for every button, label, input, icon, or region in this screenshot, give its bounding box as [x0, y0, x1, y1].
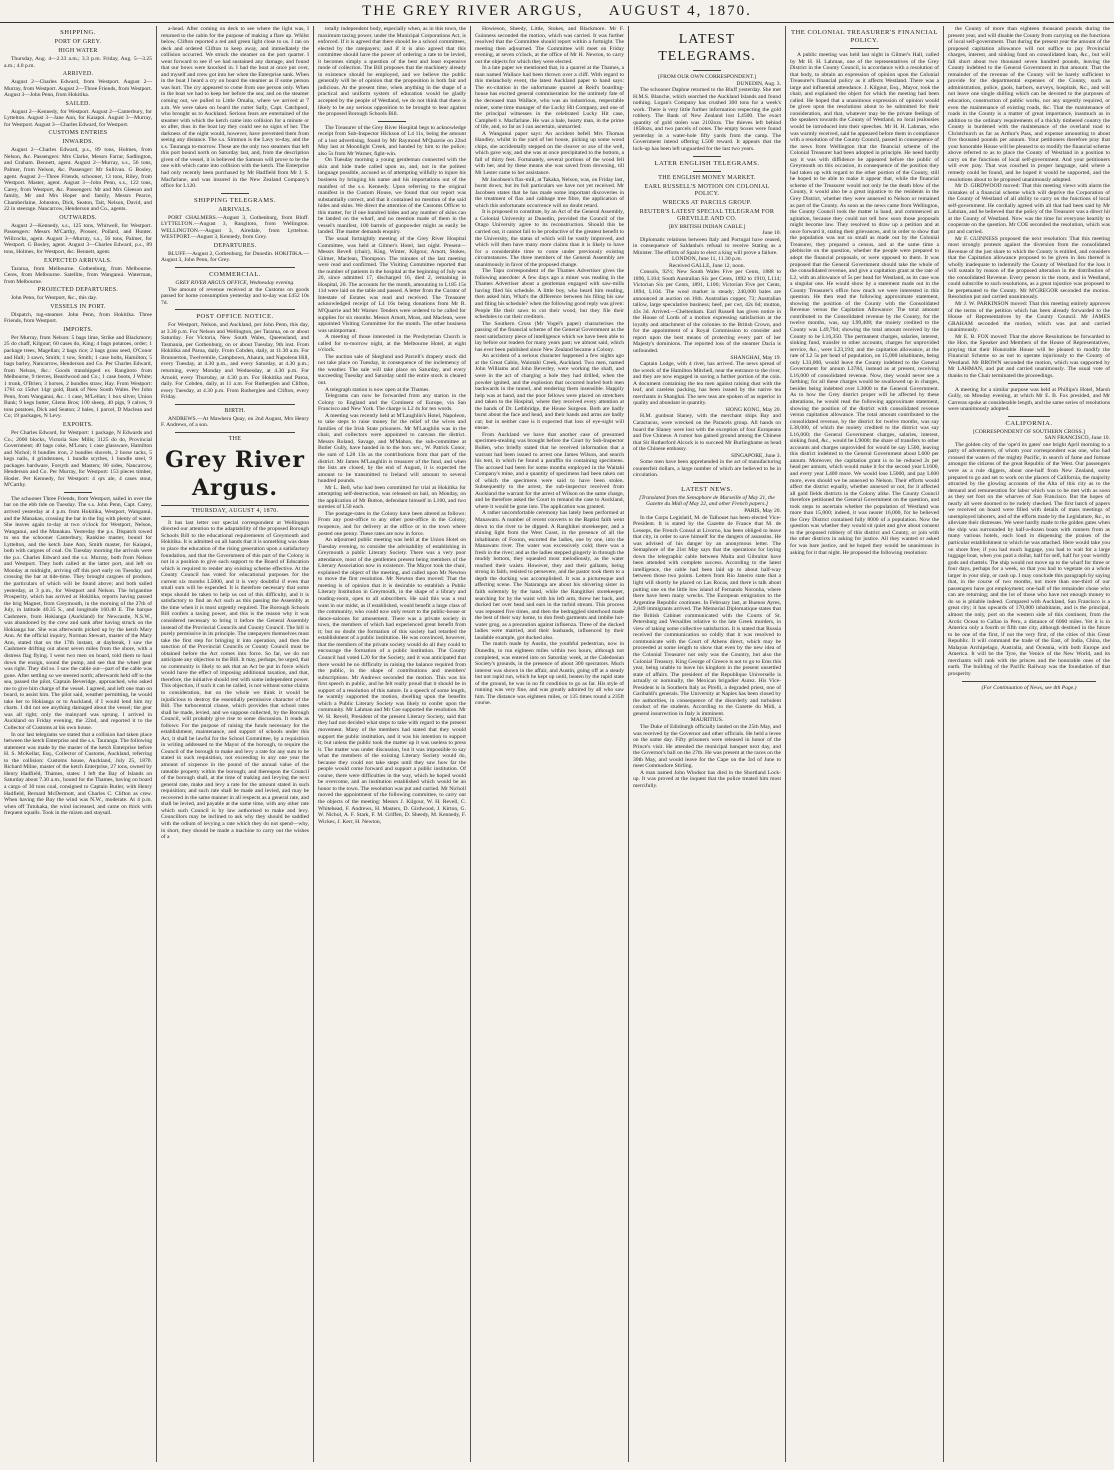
birth-heading: BIRTH.: [224, 407, 246, 414]
paris-dateline: PARIS, May 20.: [744, 507, 781, 514]
column-rule: [628, 26, 629, 1462]
column-2: [161, 26, 309, 1462]
masthead-right: AUGUST 4, 1870.: [608, 3, 752, 19]
column-rule: [470, 26, 471, 1462]
hospital-meeting: The usual fortnightly meeting of the Grey River Hospital Committee, was held at Gilmer's Hotel, last night. Present—Messrs Revell (chair), King, Winter, Kilgour, Arnott, Stokes, Gilmer, Maclean, Thompson. The minutes of the last meeting were read and confirmed. The Visiting Committee reported that the number of patients in the hospital at the beginning of July was 20, since admitted 17, discharged 16, died 2, remaining in Hospital, 20. The accounts for the month, amounting to L185 15s 11d were laid on the table and passed. A letter from the Curator of Intestate of Estates was read and received. The Treasurer acknowledged receipt of L4 16s being donations from Mr R. M'Quarrie and Mr Warner. Tenders were ordered to be called for supplies for six months. Messrs Arnott, Moss, and Maclean, were appointed Visiting Committee for the month. The other business was unimportant.: [318, 235, 466, 334]
arrived-text: August 2—Charles Edward, from Westport. August 2—Murray, from Westport. August 2—Three Friends, from Westport. August 3—John Penn, from Hokitika.: [4, 79, 152, 99]
column-rule: [785, 26, 786, 1462]
cable-label: [BY BRITISH INDIAN CABLE.]: [668, 223, 746, 230]
column-rule: [313, 26, 314, 1462]
translated-note: [Translated from the Semaphore de Marseille of May 21, the Gazette du Midi of May 22, and other French papers.]: [639, 494, 775, 508]
financial-policy-heading: THE COLONIAL TREASURER'S FINANCIAL POLICY.: [791, 29, 938, 44]
later-english-heading: LATER ENGLISH TELEGRAMS.: [654, 159, 760, 167]
high-water-text: Thursday, Aug. 4—2.33 a.m.; 3.3 p.m. Friday, Aug. 5—3.25 a.m.; 4.0 p.m.: [4, 56, 152, 69]
the-label: THE: [228, 435, 242, 442]
california-source: [CORRESPONDENT OF SOUTHERN CROSS.]: [973, 428, 1085, 435]
exports-text: Per Charles Edward, for Westport: 1 package, N Edwards and Co.; 2000 blocks, Victoria Saw Mills; 3125 do do, Provincial Government; 40 bags coke, M'Lean; 1 case glassware, Hamilton and Nichol; 8 bundles iron, 2 bundles shovels, 2 horse tacks, 5 kegs nails, 4 grindstones, 1 bundle scythes, 1 bundle steel, 9 packages hardware, Forsyth and Masters; 80 sides, Nancarrow, Henderson and Co. Per Murray, for Westport: 153 pieces timber, Hosler. Per Kennedy, for Westport: 4 qrs ale, 4 cases stout, M'Carthy.: [4, 429, 152, 489]
california-report: The golden city of the 'ope'd its gates' one bright April morning to a party of adventurers, of whom your correspondent was one, who had crossed the waters of the mighty Pacific, in search of fame and fortune amongst the citizens of the great Republic of the West. Our passengers were as a rule diggers, about one-half from New Zealand, some prepared to go and set to work on the placers of California, the majority attracted by the glowing accounts of the Alta of this city as to the demand and remuneration for labor which was to be met with as soon as they set foot on the wharves of San Francisco. But the hopes of nearly all were doomed to be rudely checked. The first batch of papers we received on board were filled with details of mass meetings of unemployed laborers, and of the efforts made by the Legislature, &c., to alleviate their distresses. We were hardly made to the golden gates when the ship was surrounded by half-a-dozen boats with runners from as many various hotels, each loud in dispensing the praises of the particular establishment to which he was attached. Here would take you on shore free; if you had much luggage, you had to wait for a large luggage boat, when you paid a dollar, half for self, half for your worldly gods and chattels. The ship would not move up to the wharf for three or four days, perhaps for a week, so that you had to vegetate on a whole larger in your ship, or cash up. I may conclude this paragraph by saying that, in the course of two months, not more than one-third of our passengers have got employment; one-half of the remainder chose who can are returning; and the lot of those who have not enough money to do so is pitiable indeed. Compared with Auckland, San Francisco is a great city; it has upwards of 170,000 inhabitants, and is the principal, almost the only, port on the western side of this continent, from the Arctic Ocean to Callao in Peru, a distance of 6000 miles. Yet it is in America only a fourth or fifth rate city, although destined in the future to be one of the first, if not the very first, of the cities of this Great Republic. It will command the trade of the East, of India, China, the Malayan Archipelago, Australia, and Oceania, with both Europe and America. It will be the Tyre, the Venice of the New World, and its merchants will rank with the princes and the honorable ones of the earth. The building of the Pacific Railway was the foundation of that prosperity: [948, 441, 1110, 677]
column-3: [318, 26, 466, 1462]
shanghai-report: Captain Lodge, with 4 river, has arrived. The news spread of the wreck of the Hamilton Mitchell, near the entrance to the river, and they are now engaged in saving a further portion of the coin. A document containing the tea men against raising dust with the leaf, and careless packing, has been issued by the native tea merchants in Shanghai. The new teas are spoken of as superior in quality and abundant in quantity.: [633, 361, 781, 407]
guinness-motion: Mr F. GUINNESS proposed the next resolution: That this meeting most strongly protests against the diversion from the consolidated Revenue of the just share to which the County is entitled, and considers that the Capitation allowance proposed to be given in lieu thereof is wholly inadequate to indemnify the County of Westland for the loss it will sustain by reason of the proposed alteration in the distribution of the consolidated Revenue. Every person in the room, and in Westland, could subscribe to such resolutions, as a great injustice was proposed to be perpetuated to the County. Mr M'GREGOR seconded the motion. Resolution put and carried unanimously.: [948, 235, 1110, 301]
column-6: [790, 26, 939, 1462]
girdwood-motion: Mr D. GIRDWOOD moved: That this meeting views with alarm the mistakes of a financial scheme which will deprive the Corporation of the County of Westland of all ability to carry on the functions of local self-government. He cordially agreed with all that had been said by Mr Lahman, and he believed that the policy of the Treasurer was a direct hit at the County of Westland. Now was the time for everyone heartily to cooperate on the question. Mr COE seconded the resolution, which was put and carried.: [948, 183, 1110, 235]
paper-title: Grey River Argus.: [165, 446, 305, 501]
telegram-rates: Telegrams can now be forwarded from any station in the Colony to England and the Continent of Europe, via San Francisco and New York. The charge is L2 4s for ten words.: [318, 393, 466, 413]
masthead-left: THE GREY RIVER ARGUS,: [362, 3, 584, 19]
tapu-anecdote: The Tapu correspondent of the Thames Advertiser gives the following anecdote: A few days ago a miner was reading in the Thames Advertiser about a gentleman engaged with saw-mills having filed his schedule. A little boy, who heard him reading, then asked him, What's the difference between his filing his saw and filing his schedule? when the following good reply was given: People file their saws to cut their wood, but they file their schedules to cut their creditors.: [475, 268, 624, 321]
mauritius-dateline: MAURITIUS.: [690, 717, 724, 724]
imports-text: Per Murray, from Nelson: 5 bags lime, Strike and Blackmore; 25 do chaff, Kilgour; 60 cases do, King; 4 bags potatoes, order; 1 package trees, Magellan; 2 bags rice; 2 bags grass seed, O'Conor and Hall; 3 sawn, Smith; 1 tow, Smith; 1 case bolts, Hamilton; 5 bags barley, Nancarrow, Henderson and Co. Per Charles Edward, from Nelson, &c.: Goods transhipped ex Rangitoto from Melbourne, 9 tierces, Beardwood and Co.; 1 case boots, J White; 1 trunk, O'Brien; 3 horses, 2 bundles straw, Hay. From Westport: 1761 oz 15dwt 14gr gold, Bank of New South Wales. Per John Penn, from Wanganui, &c.: 1 case, M'Lellan; 1 box silver, Union Bank; 9 kegs butter, Glenn Bros; 100 sheep, 40 pigs, 9 calves, 9 tons potatoes, Dick and Seaton; 2 bales, 1 parcel, D Maclean and Co; 19 packages, N Levy.: [4, 334, 152, 420]
reuters-heading: REUTER'S LATEST SPECIAL TELEGRAM FOR GREVILLE AND CO.: [639, 208, 775, 222]
singapore-dateline: SINGAPORE, June 3.: [730, 452, 781, 459]
hongkong-dateline: HONG KONG, May 20.: [725, 406, 781, 413]
column-rule: [156, 26, 157, 1462]
departures-heading: DEPARTURES.: [213, 242, 257, 249]
money-market-heading: THE ENGLISH MONEY MARKET.: [658, 174, 756, 181]
galle-dateline: Received GALLE, June 12, noon.: [669, 262, 745, 269]
outwards-heading: OUTWARDS.: [59, 214, 97, 221]
shanghai-dateline: SHANGHAI, May 19.: [730, 354, 781, 361]
port-heading: PORT OF GREY.: [54, 39, 102, 45]
sailed-heading: SAILED.: [65, 100, 91, 107]
post-office-heading: POST OFFICE NOTICE.: [196, 313, 274, 321]
bell-bail: Mr L. Bell, who had been committed for trial at Hokitika for attempting self-destruction, was released on bail, on Monday, on the application of Mr Button, defendant himself in L100, and two sureties of L50 each.: [318, 484, 466, 511]
telegraph-notice: A telegraph station is now open at the Thames.: [325, 386, 430, 393]
fox-motion: Mr E. B. FOX moved: That the above Resolutions be forwarded to the Hon. the Speaker and Members of the House of Representatives, praying that their Honorable House will be pleased to modify the Financial Scheme so as not to operate injuriously to the County of Westland. Mr BROWN seconded the motion, which was supported by Mr LAHMAN, and put and carried unanimously. The usual vote of thanks to the Chair terminated the proceedings.: [948, 333, 1110, 379]
hides-notice: On Tuesday morning a young gentleman connected with the skin and hide trade called upon us, and, not in the politest language possible, accused us of attempting wilfully to injure his business by bringing his name and his importations out of the manifest of the s.s. Kennedy. Upon referring to the original manifest in the Custom House, we found that our report was substantially correct, and that it contained no mention of the said hides and skins. We direct the attention of the Customs Officer to this matter, for if one hundred hides and any number of skins can be landed on the wharf, and no mention made of them in the vessel's manifest, 100 barrels of gunpowder might as easily be landed. The matter demands enquiry.: [318, 157, 466, 236]
column-1: [4, 26, 152, 1462]
earl-russell-heading: EARL RUSSELL'S MOTION ON COLONIAL POLICY.: [644, 183, 770, 197]
column-rule: [943, 26, 944, 1462]
financial-meeting-report: A public meeting was held last night in Gilmer's Hall, called by Mr H. H. Lahman, one of the representatives of the Grey District in the County Council, in accordance with a resolution of that body, to obtain an expression of opinion upon the Colonial Treasurer's financial policy as it affects Westland. There was a large and influential attendance. J. Kilgour, Esq., Mayor, took the chair, and explained the object for which the meeting had been called. He hoped that a unanimous expression of opinion would be given upon the resolutions about to be submitted for their consideration, and that, whatever may be the private feelings of the speakers towards the County of Westland, no local jealousies would be introduced into their speeches. Mr H. H. Lahman, who was warmly received, said he appeared before them in compliance with a resolution of the County Council, passed in consequence of the news from Wellington that the financial scheme of the Colonial Treasurer had been adopted in principle. He need hardly say it was with diffidence he appeared before the public of Greymouth on this occasion, in consequence of the position they had taken up with regard to the other portion of the County, still he hoped to be able to make it appear that, while the financial scheme of the Treasurer would not only be the death blow of the County, it would also be a great injustice to the residents in the Grey District, whether they were annexed to Nelson or remained as part of the County. As soon as the news came from Wellington, the County Council took the matter in hand, and commenced an agitation, because they could not tell how soon those proposals might become law. They resolved to draw up a petition and at once forward it, stating their grievances, and in order to show that the population was not so small as made out by the Colonial Treasurer, they prepared a census, and at the same time a plebiscite on the question, whether the people were prepared to adopt the financial proposals, or were opposed to them. It was proposed that the General Government should take the whole of the consolidated revenue, and give a capitation grant at the rate of L2, with an allowance of 5s per head for Westland, as its case was a singular one. He would show by a statement made out in the County Treasurer's office how much we were interested in this question. He then read the following approximate statement, showing the position of the County with the Consolidated Revenue versus the Capitation Allowance: The total amount contributed to the Consolidated revenue by the County, for the twelve months, was, say L99,408; the moiety credited to the County was L49,704; showing the total amount received by the County to be L16,350. The permanent charges, salaries, interest, sinking fund, transfer to other accounts, charges for unprovided service, &c., were L23,194; and the capitation allowance, at the rate of L2 5s per head of population, on 15,000 inhabitants, being only L33,000, would leave the County indebted to the General Government for annum L3784, instead as at present, receiving L16,000 of consolidated revenue. Now, they would never see a farthing; for all these charges would be swallowed up in charges, besides being indebted over L3000 to the General Government. As to how the Grey district proper will be affected by these alterations, he would read the following approximate statement, showing the position of the district with consolidated revenue versus capitation allowance. The total amount contributed to the consolidated revenue, by the district for twelve months, was say L38,000, of which the moiety credited to the district was say L16,000; the General Government charges, salaries, interest, sinking fund, &c., would be L9000; the share of transfers to other accounts and charges unprovided for would be say L500, leaving this district indebted to the General Government about L600 per annum. Moreover, the capitation grant is to be reduced 2s per head per annum, which would make it for the second year L1600, and every year L400 more. We would lose L5000, and pay L600 more, even should we be annexed to Nelson. Their efforts would affect the district equally, whether annexed or not, for it affected all gold fields districts in the Colony alike. The County Council therefore petitioned the General Government on the question, and took steps to ascertain whether the population of Westland was more than 15,000; indeed, it was nearer 16,000, for he believed the Grey District contained fully 8000 of a population. Now the question was whether they would sit quiet and give about consent to the proposed robbery of this district and County, or join with the other districts in asking for justice. All they wanted or asked for was bare justice, and he hoped they would be unanimous in asking for it that night. He proposed the following resolution:: [790, 52, 939, 556]
collision-report: In our last telegrams we stated that a collision had taken place between the ketch Enterprise and the s.s. Tauranga. The following statement was made by the master of the ketch Enterprise before H. S. McKellar, Esq., Collector of Customs, Auckland, referring to the collision: Customs house, Auckland, July 25, 1870. Richard Milne, master of the ketch Enterprise, 27 tons, owned by Henry Hadfield, Thames, states: I left the Bay of Islands on Saturday about 7.30 a.m., bound for the Thames, having on board a cargo of 30 tons coal, consigned to Captain Butler, with Henry Hadfield, Bernard McDermott, and Charles C. Clifton as crew. When having the Bay the wind was N.W., moderate. At 4 p.m. when off Tutukaka, the wind increased, and came on thick with frequent squalls. Took in the mizen and staysail.: [4, 731, 152, 817]
post-office-text: For Westport, Nelson, and Auckland, per John Penn, this day, at 3.30 p.m. For Nelson and Wellington, per Tararua, on or about Saturday. For Victoria, New South Wales, Queensland, and Tasmania, per Gothenburg, on or about Tuesday, 9th inst. From Hokitika and Paroa, daily. From Cobden, daily, at 11.30 a.m. For Brunnerton, Twelvemile, Campbown, Ahaura, and Napoleon Hill, every Tuesday, at 4.30 p.m., and every Saturday, at 4.30 p.m.; returning, every Monday and Wednesday, at 4.30 p.m. For Arnold, every Thursday, at 4.30 p.m. For Hokitika and Paroa, daily. For Cobden, daily, at 11 a.m. For Rutherglen and Clifton, every Tuesday, at 4.30 p.m. From Rutherglen and Clifton, every Friday.: [161, 322, 309, 401]
customs-heading: CUSTOMS ENTRIES: [48, 130, 108, 137]
birth-text: ANDREWS.—At Mawhera Quay, on 2nd August, Mrs Henry F. Andrews, of a son.: [161, 415, 309, 429]
diplomatic-report: Diplomatic relations between Italy and Portugal have ceased, in consequence of Saldanha's refusal to receive Stating as a Minister. The efforts of Spain to elect a king will prove a failure.: [633, 236, 781, 256]
outwards-text: August 2—Kennedy, s.s., 125 tons, Whitwell, for Westport. Passengers: Messrs M'Carthy, Prosser, Pollard, and Hunter. Willcocks, agent. August 3—Murray, s.s., 56 tons, Palmer, for Westport. G Bosley, agent. August 3—Charles Edward, p.s., 89 tons, Holmes, for Westport, &c. Bennett, agent.: [4, 222, 152, 256]
expected-text: Tararua, from Melbourne. Gothenburg, from Melbourne. Ceres, from Melbourne. Satellite, from Wanganui. Waterman, from Melbourne.: [4, 265, 152, 285]
editorial-continued: totally independent body, especially when, as in this town, the maximum taxing power, under the Municipal Corporations Act, is enforced. If it is agreed that there should be a school committees, elected by the ratepayers; and if it is also agreed that this committee should have the power of ordering a rate to be levied, it becomes simply a question of the best and least expensive mode of collection. The Bill proposes that the machinery already in existence should be employed, and we believe the public generally will be of opinion that the proposition is both fair and judicious. At the present time, when anything in the shape of a practical and uniform system of education would be gladly accepted by the people of Westland, we do not think that there is likely to be any serious opposition to be brought to bear against the proposed Borough Schools Bill.: [318, 26, 466, 118]
masthead: [0, 0, 1114, 23]
commercial-heading: COMMERCIAL.: [209, 270, 261, 278]
baptism-ceremony: A rather uncomfortable ceremony has lately been performed at Manawatu. A number of recent converts to the Baptist faith went down to the river to be dipped. A Ranghikei storekeeper, and a shining light from the West Coast, in the presence of all the inhabitants of Foxton, escorted the ladies, one by one, into the Manawatu river. The water was excessively cold; there was a fresh in the river; and as the ladies stepped gingerly in through the muddy bottom, they squealed most melodiously, as the water reached their waists. However, they and their gallants, being strong in faith, resisted to persevere, and the pastor took them to a depth the ducking was accomplished. It was a picturesque and affecting scene. The Nataranga are about his shivering sister in faith solemnly by the hand, while the Rangitikei storekeeper, searching for by the waist with his left arm, threw her back, and ducked her over head and ears in the turbid stream. This process was repeated five times, and then the bedraggled sisterhood made the best of their way home, to don fresh garments and imbibe hot-water grog, as a precaution against influenza. Three of the ducked ladies were married, and their husbands, influenced by their laudable example, got ducked also.: [475, 510, 624, 641]
vessels-heading: VESSELS IN PORT.: [50, 303, 106, 310]
column-4: [475, 26, 624, 1462]
auction-notice: The auction sale of Skeglund and Parcell's drapery stock did not take place on Tuesday, in consequence of the inclemency of the weather. The sale will take place on Saturday, and every succeeding Tuesday and Saturday until the entire stock is cleared out.: [318, 353, 466, 386]
parkinson-motion: Mr J. W. PARKINSON moved: That this meeting entirely approves of the terms of the petition which has been already forwarded to the House of Representatives by the County Council. Mr JAMES GRAHAM seconded the motion, which was put and carried unanimously.: [948, 300, 1110, 334]
june10-dateline: June 10.: [762, 230, 781, 237]
arrivals-heading: ARRIVALS.: [218, 206, 252, 213]
collision-continued: a-head. After coming on deck to see where the light was, I returned to the cabin for the purpose of making a flare up. Whilst below, Clifton reported a red and green light close to us. I ran on deck and ordered Clifton to keep away, and immediately the collision occurred. We struck the steamer on the port quarter. I went forward to see if we had sustained any damage, and found that our bows were knocked in. I had the boat at once put over, and myself and crew got into her when the Enterprise sank. When in the boat I heard a cry on board the steamer as if some person was hurt. The cry appeared to come from one person only. When in the boat we had to keep her before the sea; and on the steamer coming out, we pulled to Little Omaha, where we arrived at 7 a.m. We were taken on board the cutter Sally, Capt. Catchpool, who brought us to Auckland. Serious fears are entertained of the steamer with which the ketch came into collision for a minute or so after, thus in the boat lay they could see no signs of her. The darkness of the night would, however, have prevented them from seeing any distance. The s.s. Simmon is the Lavy to-day, and the s.s. Tauranga to-morrow. These are the only two steamers that left this port bound north on Saturday last, and, from the description given of the vessel, it is believed the Samson will prove to be the one with which came into collision with the ketch. The Enterprise had only recently been purchased by Mr Hadfield from Mr J. S. Macfarlane, and was insured in the New Zealand Company's office for L120.: [161, 26, 309, 190]
projected-text: John Penn, for Westport, &c., this day.: [11, 295, 98, 302]
hongkong-report: H.M. gunboat Slaney, with the merchant ships Bay and Caractacus, were wrecked on the Paracels group. All hands on board the Slaney were lost with the exception of four Europeans and five Chinese. A rumor has gained ground among the Chinese that Sir Rutherford Alcock is to succeed Mr Burlinghame as head of the Chinese embassy.: [633, 413, 781, 453]
commercial-subheading: GREY RIVER ARGUS OFFICE, Wednesday evening.: [175, 279, 295, 286]
hospital-notice: The Treasurer of the Grey River Hospital begs to acknowledge receipt from Sub-Inspector Hickson of L4 11s, being the amount of a lost advertising, found by Mr Raymond M'Quarrie on 22nd May last at Moonlight Creek, and handed by him to the police; also 5s from Mr Warner, fight-win.: [318, 124, 466, 157]
southern-cross: The Southern Cross (Mr Vogel's paper) characterises the passing of the financial scheme of the General Government as the most satisfactory piece of intelligence which we have been able to lay before our readers for many years past; we almost said, which has ever been published since New Zealand became a Colony.: [475, 320, 624, 353]
departures-text: BLUFF.—August 2, Gothenburg, for Dunedin. HOKITIKA.—August 3, John Penn, for Grey.: [161, 250, 309, 264]
postage-rates: The postage-rates in the Colony have been altered as follows: From any post-office to any other post-office in the Colony, twopence, and for delivery at the office or in the town where posted one penny. These rates are now in force.: [318, 510, 466, 537]
expected-heading: EXPECTED ARRIVALS.: [44, 257, 112, 264]
arrived-heading: ARRIVED.: [62, 71, 94, 78]
shipping-telegrams-heading: SHIPPING TELEGRAMS.: [194, 196, 276, 204]
california-heading: CALIFORNIA.: [1005, 419, 1053, 427]
singapore-report: Some men have been apprehended in the act of manufacturing counterfeit dollars, a large number of which are believed to be in circulation.: [633, 459, 781, 479]
editorial-text: It has last letter our special correspondent at Wellington directed our attention to the adaptability of the proposed Borough Schools Bill to the educational requirements of Greymouth and Hokitika. It is admitted on all hands that it is something was done to place the education of the rising generation upon a satisfactory foundation, and that the Government of this part of the Colony is not in a position to give such support to the Board of Education which is required to render any existing scheme effective. At the County Council has voted for educational purposes for the current six months L5000, and it is very doubtful if even that small sum will be expended. It is therefore necessary that some steps should be taken to help us out of this difficulty, and it is satisfactory to find an Act such as this passing the Assembly at the time when it is most urgently required. The Borough Schools Bill confers a taxing power, and this is the reason why it was considered necessary to bring it before the General Assembly instead of the Provincial Councils and County Council. The bill is purely permissive in its principle. The ratepayers themselves must take the first step for bringing it into operation, and then the sanction of the Provincial Councils or County Council must be obtained before the Act comes into force. So far, we do not anticipate any objection to the Bill. It may, perhaps, be urged, that no community is likely to ask that an Act be put in force which would have the effect of imposing additional taxation, and that, therefore, the initiative should rest with some independent power. This objection, if such it can be called, is not without some claims to consideration, but on the whole we think it would be injudicious to destroy the essentially permissive character of the Bill. The turbocentral clause, which provides that school rates shall be made, levied, and we suppose collected, by the Borough Council, will probably give rise to some discussion. It reads as follows: For the purpose of raising the funds necessary for the establishment, maintenance, and support of schools under this Act, it shall be lawful for the School Committee, by a requisition in writing addressed to the Mayor of the borough, to require the Council of the borough to make and levy a rate for any sum to be stated in such requisition, not exceeding in any one year the amount of sixpence in the pound of the annual value of the rateable property within the borough; and thereupon the Council of the borough shall, at the time of making and levying the next general rate, make and levy a rate for the amount stated in such requisition; and such rate shall be made and levied, and may be recovered in the same manner in all respects as a general rate, and shall be levied, and payable at the same time, with any other rate which such Council is by law authorised to make and levy. Councillors may be inclined to ask why they should be saddled with the odium of levying a rate which they do not spend—why, in short, they should be made a machine to carry out the wishes of a: [161, 519, 309, 841]
mine-accident: An accident of a serious character happened a few nights ago at the Great Cabin, Waiotahi Creek, Auckland. Two men, named John Williams and John Beverley, were working the shaft, and were in the act of charging a hole they had drilled, when the powder ignited, and the explosion that occurred hurled both men backwards in the tunnel, and rendering them insensible. Happily help was at hand, and the poor fellows were placed on stretchers and taken to the Hospital, where they received every attention at the hands of Dr. Lethbridge, the House Surgeon. Both are badly burnt about the face and head, and their hands and arms are badly cut; but in neither case is it expected that loss of eye-sight will ensue.: [475, 353, 624, 432]
commercial-text: The amount of revenue received at the Customs on goods passed for home consumption yesterday and to-day was £452 10s 7d.: [161, 286, 309, 306]
exports-heading: EXPORTS.: [62, 421, 94, 428]
dunedin-dateline: DUNEDIN, Aug. 3.: [736, 80, 781, 87]
shipping-news: The schooner Three Friends, from Westport, sailed in over the bar on the ebb tide on Tuesday. The s.s. John Penn, Capt. Carey, arrived yesterday at 4 p.m. from Hokitika, Westport, Wanganui, and the Manakau, crossing the bar in the fog with plenty of water. She leaves again to-day at two o'clock for Westport, Nelson, Wanganui, and the Manakau. Yesterday the p.s. Dispatch towed to sea the schooner Canterbury, Rankine master, bound for Lyttelton, and the ketch Jane Ann, Smith master, for Kaiapoi, both with cargoes of coal. On Tuesday morning the arrivals were the p.s. Charles Edward and the s.s. Murray, both from Nelson and Westport. They both called at the latter port, and left on Monday at midnight, arriving off this port early on Tuesday, and crossing the bar at tide-time. They brought cargoes of produce, the particulars of which will be found above; and both sailed yesterday, at 3 p.m., for Westport and Nelson. The brigantine Prosperity, which has arrived at Hokitika, reports having passed the brig Magnet, from Greymouth, in the morning of the 27th of July, in latitude 40.35 S., and longitude 160.40 E. The barque Cashmere, from Hokianga (Auckland) for Newcastle, N.S.W., was abandoned by the crew and sank after having struck on the Hokianga bar. She was afterwards picked up by the ketch Mary Ann. At the official inquiry, Norman Stewart, master of the Mary Ann, stated that on the 17th instant, at daybreak, I saw the Cashmere drifting out about seven miles from the shore, with a distress flag flying. I went two men on board, told them to haul down the ensign, sound the pump, and see that the wheel gear was right. They did so. I saw the cable out—part of the cable was gone. After settling so we steered north; afterwards held off to the sea, passed the pilot, Captain Beveridge, approached, who asked me to give him charge of the vessel. I agreed, and left one man on board, to assist him. The pilot said, weather permitting, he would take her to Hokianga or to Auckland, if I would lend him my charts. I did not see anything damaged about the vessel; the gear was all right; only the mainyard was sprung. I arrived in Auckland on Friday evening, the 22nd, and reported it to the Collector of Customs at his own house.: [4, 495, 152, 732]
arrivals-text: PORT CHALMERS.—August 3, Gothenburg, from Bluff. LYTTELTON.—August 3, Rangitoto, from Wellington. WELLINGTON.—August 3, Airedale, from Lyttelton. WESTPORT.—August 3, Kennedy, from Grey.: [161, 214, 309, 241]
literary-continued: Howieson, Sheedy, Little, Stokes, and Blackmore. Mr F. Guinness seconded the motion, which was carried. It was further resolved that the Committee should report within a fortnight. The meeting then adjourned. The Committee will meet on Friday evening, at seven o'clock, at the office of Mr H. Newton, to carry out the objects for which they were elected.: [475, 26, 624, 65]
windsor-report: A man named John Windsor has died in the Shortland Lock-up. It was proved at the inquest that the police treated him most mercifully.: [633, 769, 781, 789]
petition-text: the County of more than eighteen thousand pounds during the present year, and will disable the County from carrying on the functions of local self-government. That during the present year the amount of the proposed capitation allowance will not suffice to pay Provincial charges, interest, and sinking fund on consolidated loan, &c., but will fall short about two thousand seven hundred pounds, leaving the County indebted to the General Government in that amount. That the remainder of the revenue of the County will be barely sufficient to provide for the departmental expenses of the County, such as administration, police, gaols, harbors, surveys, hospitals, &c., and will not leave one single shilling which can be devoted to the purposes of education, construction of public works, nor any urgently required, or even the maintenance of existing roads, &c. That the maintenance of roads in the County is a matter of great importance, inasmuch as in addition to the ordinary requirements of a thickly timbered country the County is burdened with the maintenance of the overland road to Christchurch as far as Arthur's Pass, and expense amounting to about five thousand pounds per annum. Your petitioners therefore pray that your honorable House will be pleased to so modify the financial scheme above referred to as to place the County of Westland in a position to carry on the functions of local self-government. And your petitioners will ever pray. That was couched in proper language, said where a remedy could be found, and he hoped it would be supported, and the resolutions about to be proposed unanimously adopted.: [948, 26, 1110, 183]
literary-meeting: An adjourned public meeting was held at the Union Hotel on Tuesday evening, to consider the advisability of establishing in Greymouth a public Literary Society. There was a very poor attendance, most of the gentlemen present being members of the Literary Association now in existence. The Mayor took the chair, explained the object of the meeting, and called upon Mr Newton to move the first resolution. Mr Newton then moved: That the meeting is of opinion that it is desirable to establish a Public Literary Institution in Greymouth, in the shape of a library and reading-room, open to all subscribers. He said this was a real want in our midst, as if established, would benefit a large class of the community, who could now only resort to the public-house or dance-saloons for amusement. There was a private society in town, the members of which had experienced great benefit from it; but no doubt the formation of this society had retarded the establishment of a public institution. He was convinced, however, that the members of the private society would do all they could to encourage the formation of a public institution. The County Council had voted L20 for the Society, and it was anticipated that there would be no difficulty in raising the balance required from the public, in the shape of contributions and members' subscriptions. Mr Andrews seconded the motion. This was his first speech in public, and he felt really proud that it should be in support of a resolution of this nature. In a speech of some length, he warmly supported the motion, dwelling upon the benefits which a Public Literary Society was likely to confer upon the community. Mr Lahman and Mr Coe supported the resolution. Mr W. H. Revell, President of the present Literary Society, said that they had not decided what steps to take with regard to the present movement. Many of the members had stated that they would support the public institution, and it was his intention to support it; but unless the public took the matter up it was useless to press it. The matter was under discussion, but it was impossible to say what the members of the existing Literary Society would do, because they could not take steps until they saw how far the people would come forward and support a public institution. Of course, there were difficulties in the way, which he hoped would be overcome, and an institution established which would be an honor to the town. The resolution was put and carried. Mr Nicholl moved the appointment of the following committee, to carry out the objects of the meeting: Messrs J. Kilgour, W. H. Revell, C. Whitehead, F. Andrews, H. Masters, D. Girdwood, J. Kirton, G. W. Nichol, A. F. Stark, F. M. Griffen, D. Sheedy, M. Kennedy, F. Wickes, J. Kerr, H. Newton,: [318, 537, 466, 825]
latest-news-heading: LATEST NEWS.: [681, 485, 733, 493]
date-line: THURSDAY, AUGUST 4, 1870.: [191, 507, 279, 514]
irish-relief: A meeting was recently held at M'Laughlin's Hotel, Napoleon, to take steps to raise money for the relief of the wives and families of the Irish State prisoners. Mr M'Laughlin was in the chair, and collectors were appointed to canvass the district. Messrs Roland, Savage, and M'Mahon, the sub-committee at Butler Gully, have handed in to the hon. sec., W. Patrick Conor, the sum of L28 13s as the contributions from that part of the district. Mr James M'Laughlin is treasurer of the fund, and when the lists are closed, by the end of August, it is expected the amount to be transmitted to Ireland will amount to several hundred pounds.: [318, 412, 466, 485]
wrecks-heading: WRECKS AT PARCILS GROUP.: [662, 199, 752, 206]
shipping-heading: SHIPPING.: [60, 29, 96, 36]
presbyterian-notice: A meeting of those interested in the Presbyterian Church is called for to-morrow night, at the Melbourne Hotel, at eight o'clock.: [318, 334, 466, 354]
market-report: Consols, 92½; New South Wales Five per Cents, 1888 to 1896, L104; South Australian Six per Cents, 1892 to 1910, L114; Victorian Six per Cents, 1891, L106; Victorian Five per Cents, 1894, L104. The wool market is steady; 240,000 bales are announced at auction on 16th. Australian copper, 73; Australian tallow, large speculative business; beef, per cwt, 42s 6d; mutton, 43s 3d. Arrived.—Cheltenham. Earl Russell has given notice in the House of Lords of a motion expressing satisfaction at the loyalty and attachment of the colonies to the British Crown, and for the appointment of a Royal Commission to consider and report upon the best means of protecting every part of her Majesty's dominions. The reported loss of the steamer Dacia is unfounded.: [633, 269, 781, 354]
pedestrian-match: The match made by Austin, the youthful pedestrian, now in Dunedin, to run eighteen miles within two hours, although not completed, was entered into on Saturday week, at the Caledonian Society's grounds, in the presence of about 300 spectators. Much interest was shown in the affair, and Austin, going off at a steady but not rapid run, which he kept up until, beaten by the rapid state of the ground, he was in no fit condition to go as far. His style of running was very fine, and was greatly admired by all who saw him. The distance was eighteen miles, or 135 times round a 235ft course.: [475, 641, 624, 707]
dunedin-report: The schooner Daphne returned to the Bluff yesterday. She met H.M.S. Blanche, which searched the Auckland Islands and found nothing. Logan's Company has crushed 300 tons for a week's work. There is very little further information respecting the gold robbery. The Bank of New Zealand lost L4500. The exact quantity of gold stolen was 2102ozs. The thieves left behind 1858ozs, and two parcels of notes. The empty boxes were found yesterday in a water-hole fifty yards from the camp. The Government intend offering L500 reward. It appears that the lock-up has been left unguarded for the last two years.: [633, 87, 781, 153]
paris-report: In the Corps Legislatif, M. de Talhouet has been elected Vice-President. It is stated by the Gazette de France that M. de Lesseps, the French Consul at Livorno, has been obliged to leave that city, in order to save himself for the dangers of assassins. He was advised of his danger by an anonymous letter. The Semaphore of the 21st May says that the operations for laying down the telegraphic cable between Malta and Gibraltar have been attended with complete success. According to the latest intelligence, the cable had been laid up to about half-way between those two points. Letters from Rio Janeiro state that a light will shortly be placed on Las Rocas, and there is talk about putting one on the little low island of Fernando Noronha, where there have been many wrecks. The European emigration to the Argentine Republic continues. In February last, at Buenos Ayres, 2,849 immigrants arrived. The Memorial Diplomatique states that the British Cabinet communicated with the Courts of St. Petersburg and Versailles relative to the late Greek murders, in view of taking some collective satisfaction. It is stated that Russia received the communication so coldly that it was resolved to communicate with the Court of Athens direct, which may be proceeded at some length to show that even by the new idea of the Colonial Treasurer not only was the Country, but also the Colonial Treasury. King George of Greece is not to go to Ems this year, being unable to leave his kingdom in the present unsettled state of affairs. The president of the Republique Universelle is actually or nominally, the Mexican brigadier Aurez. His Vice-President is in Southern Italy as Pirelli, a degraded priest, one of Garibaldi's generals. The University at Naples has been closed by the authorities, in consequence of the disorderly and turbulent conduct of the students. According to the Gazette du Midi, a general insurrection in Italy is imminent.: [633, 514, 781, 717]
london-dateline: LONDON, June 11, 11.30 p.m.: [672, 256, 742, 263]
latest-telegrams-heading: LATEST TELEGRAMS.: [658, 32, 756, 64]
column-7: [948, 26, 1110, 1462]
university-notice: It is proposed to constitute, by an Act of the General Assembly, a Colonial University at Dunedin, provided the Council of the Otago University agree to its reconstruction. Should this be carried out, it cannot fail to be productive of the greatest benefit to the University, the status of which will be vastly improved, and which will then have many more claims than it is likely to have for a considerable time to come under previously existing circumstances. The three members of the General Assembly are unanimously in favor of the proposed change.: [475, 209, 624, 268]
high-water-heading: HIGH WATER: [58, 48, 98, 54]
inwards-heading: INWARDS.: [62, 139, 94, 146]
marsh-gully-meeting: A meeting for a similar purpose was held at Phillips's Hotel, Marsh Gully, on Monday evening, at which Mr E. B. Fox presided, and Mr Carreras spoke at considerable length, and the same series of resolutions were unanimously adopted.: [948, 386, 1110, 413]
correspondent-label: [FROM OUR OWN CORRESPONDENT.]: [658, 74, 756, 80]
specimen-stealing: From Auckland we have that another case of presumed specimen-stealing was brought before the Court by Sub-Inspector Bullen, who briefly stated that he received information that a warrant had been issued to arrest one James Wilson, and search his tent, in which he found a paraffin tin containing specimens. The accused had been for some months employed in the Waitahi Company's mine, and a quantity of specimens had been taken out of which the specimens were said to have been stolen. Subsequently to the arrest, the sub-inspector received from Auckland the warrant for the arrest of Wilson on the same charge, and he therefore asked the Court to remand the case to Auckland, where it would be gone into. The application was granted.: [475, 431, 624, 510]
vessels-text: Dispatch, tug-steamer. John Penn, from Hokitika. Three Friends, from Westport.: [4, 311, 152, 325]
projected-heading: PROJECTED DEPARTURES.: [37, 287, 119, 294]
mauritius-report: The Duke of Edinburgh officially landed on the 25th May, and was received by the Governor and other officials. He held a levee on the same day. Fifty prisoners were released in honor of the Prince's visit. He attended the municipal banquet next day, and the Governor's ball on the 27th. He was present at the races on the 30th May, and would leave for the Cape on the 3rd of June to meet Commodore Stirling.: [633, 724, 781, 770]
flax-mill-fire: Mr Jacobsen's flax-mill, at Takaka, Nelson, was, on Friday last, burnt down; but its full particulars we have not yet received. Mr Jacobsen states that he has made some important discoveries in the treatment of flax and cabbage tree fibre, the application of which this unfortunate occurrence will no doubt retard.: [475, 176, 624, 209]
wanganui-accident: A Wanganui paper says: An accident befell Mrs Thomas Handley, whilst in the yard of her house, picking up some wood chips, she accidentally stepped on the cleaver or axe of the well, which gave way, and she was at once precipitated to the bottom, a fall of thirty feet. Fortunately, several portions of the wood fell with her, and by these means she was saved from drowning, till Mr Lester came to her assistance.: [475, 130, 624, 177]
sf-dateline: SAN FRANCISCO, June 10.: [1044, 435, 1110, 442]
inwards-text: August 2—Charles Edward, p.s., 89 tons, Holmes, from Nelson, &c. Passengers: Mrs Clarke, Messrs Farrar, Sadlington, and Graham. Bennett, agent. August 2—Murray, s.s., 56 tons, Palmer, from Nelson, &c. Passenger: Mr Sullivan. G Bosley, agent. August 2—Three Friends, schooner, 13 tons, Riley, from Westport. Master, agent. August 3—John Penn, s.s., 122 tons, Carey, from Westport, &c. Passengers: Mr and Mrs Gleeson and family, Mr and Mrs Hoper and family, Messrs Pearce, Chamberlaine, Johnston, Dick, Seaton, Tait, Nelson, David, and 22 in steerage. Nancarrow, Henderson and Co., agents.: [4, 147, 152, 213]
sailed-text: August 2—Kennedy, for Westport. August 2—Canterbury, for Lyttelton. August 3—Jane Ann, for Kaiapoi. August 3—Murray, for Westport. August 3—Charles Edward, for Westport.: [4, 108, 152, 128]
imports-heading: IMPORTS.: [63, 326, 93, 333]
column-5: [633, 26, 781, 1462]
continuation-note: (For Continuation of News, see 4th Page.): [981, 684, 1077, 691]
thames-quarrel: In a late paper we mentioned that, in a quarrel at the Thames, a man named Wallace had been thrown over a cliff. With regard to this melancholy event, the latest Auckland paper to hand says: The ex-citation in the unfortunate quarrel at Reid's boarding-house has excited general commiseration for the untimely fate of the deceased man Wallace, who was an industrious, respectable miner, some time manager of the Lucky Hit Company, and one of the principal witnesses in the celebrated Lucky Hit case, Campbell v. Macfarlane. He was a hale, hearty man, in the prime of life, and, so far as I can ascertain, unmarried.: [475, 65, 624, 131]
